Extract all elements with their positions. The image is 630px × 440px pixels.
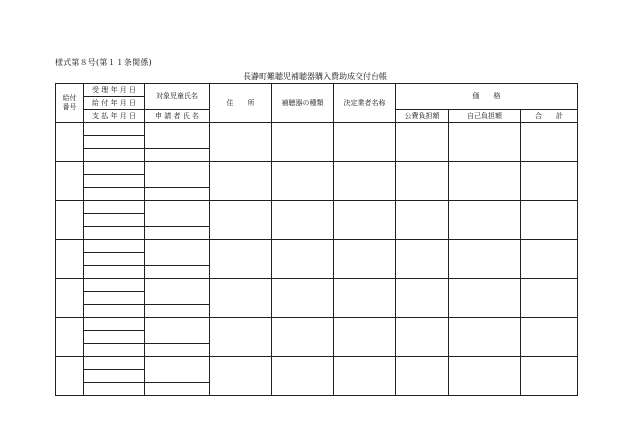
cell-address [210, 240, 272, 279]
record-row [56, 357, 578, 370]
header-received-date: 受 理 年 月 日 [84, 84, 145, 97]
cell-grant-date [84, 370, 145, 383]
ledger-table [55, 83, 578, 396]
cell-grant-date [84, 253, 145, 266]
cell-received-date [84, 240, 145, 253]
cell-public-share [396, 279, 449, 318]
cell-grant-number [56, 357, 84, 396]
cell-applicant-name [145, 266, 210, 279]
cell-public-share [396, 357, 449, 396]
cell-child-name [145, 201, 210, 227]
ledger-body [56, 123, 578, 396]
header-total: 合 計 [521, 110, 578, 123]
header-payment-date: 支 払 年 月 日 [84, 110, 145, 123]
cell-vendor-name [334, 279, 396, 318]
cell-payment-date [84, 266, 145, 279]
cell-total [521, 318, 578, 357]
cell-received-date [84, 162, 145, 175]
cell-total [521, 123, 578, 162]
cell-payment-date [84, 383, 145, 396]
cell-vendor-name [334, 240, 396, 279]
form-label: 様式第８号(第１１条関係) [55, 58, 152, 67]
cell-address [210, 162, 272, 201]
cell-public-share [396, 201, 449, 240]
cell-self-share [449, 123, 521, 162]
header-row-1 [56, 84, 578, 97]
record-row [56, 240, 578, 253]
cell-total [521, 279, 578, 318]
cell-device-type [272, 318, 334, 357]
cell-self-share [449, 240, 521, 279]
cell-vendor-name [334, 357, 396, 396]
document-title: 長瀞町難聴児補聴器購入費助成交付台帳 [243, 72, 387, 81]
cell-grant-number [56, 240, 84, 279]
cell-self-share [449, 318, 521, 357]
cell-address [210, 357, 272, 396]
cell-child-name [145, 162, 210, 188]
cell-received-date [84, 123, 145, 136]
record-row [56, 162, 578, 175]
cell-device-type [272, 240, 334, 279]
cell-device-type [272, 357, 334, 396]
cell-applicant-name [145, 344, 210, 357]
record-row [56, 201, 578, 214]
cell-grant-date [84, 214, 145, 227]
cell-grant-date [84, 292, 145, 305]
cell-total [521, 240, 578, 279]
cell-vendor-name [334, 201, 396, 240]
cell-self-share [449, 162, 521, 201]
cell-applicant-name [145, 188, 210, 201]
cell-grant-date [84, 136, 145, 149]
cell-grant-number [56, 279, 84, 318]
header-child-name: 対象児童氏名 [145, 84, 210, 110]
cell-grant-number [56, 201, 84, 240]
cell-payment-date [84, 227, 145, 240]
cell-applicant-name [145, 305, 210, 318]
cell-device-type [272, 279, 334, 318]
cell-payment-date [84, 149, 145, 162]
cell-address [210, 123, 272, 162]
header-self-share: 自己負担額 [449, 110, 521, 123]
cell-self-share [449, 279, 521, 318]
cell-public-share [396, 162, 449, 201]
cell-applicant-name [145, 149, 210, 162]
header-public-share: 公費負担額 [396, 110, 449, 123]
header-price: 価 格 [396, 84, 578, 110]
cell-child-name [145, 123, 210, 149]
cell-child-name [145, 357, 210, 383]
cell-applicant-name [145, 383, 210, 396]
cell-address [210, 279, 272, 318]
cell-received-date [84, 318, 145, 331]
record-row [56, 318, 578, 331]
record-row [56, 123, 578, 136]
cell-public-share [396, 318, 449, 357]
cell-grant-date [84, 331, 145, 344]
cell-vendor-name [334, 123, 396, 162]
cell-child-name [145, 318, 210, 344]
cell-public-share [396, 240, 449, 279]
cell-received-date [84, 357, 145, 370]
cell-vendor-name [334, 318, 396, 357]
cell-device-type [272, 162, 334, 201]
cell-vendor-name [334, 162, 396, 201]
cell-public-share [396, 123, 449, 162]
cell-device-type [272, 123, 334, 162]
header-grant-number: 給付 番号 [56, 84, 84, 123]
record-row [56, 279, 578, 292]
cell-total [521, 162, 578, 201]
cell-grant-number [56, 162, 84, 201]
cell-address [210, 318, 272, 357]
cell-grant-number [56, 123, 84, 162]
cell-total [521, 357, 578, 396]
cell-received-date [84, 201, 145, 214]
cell-payment-date [84, 188, 145, 201]
cell-grant-number [56, 318, 84, 357]
cell-child-name [145, 279, 210, 305]
cell-payment-date [84, 305, 145, 318]
header-address: 住 所 [210, 84, 272, 123]
header-device-type: 補聴器の種類 [272, 84, 334, 123]
header-vendor-name: 決定業者名称 [334, 84, 396, 123]
cell-child-name [145, 240, 210, 266]
cell-applicant-name [145, 227, 210, 240]
cell-grant-date [84, 175, 145, 188]
cell-received-date [84, 279, 145, 292]
header-applicant-name: 申 請 者 氏 名 [145, 110, 210, 123]
cell-address [210, 201, 272, 240]
cell-payment-date [84, 344, 145, 357]
cell-self-share [449, 201, 521, 240]
cell-self-share [449, 357, 521, 396]
cell-device-type [272, 201, 334, 240]
cell-total [521, 201, 578, 240]
header-grant-date: 給 付 年 月 日 [84, 97, 145, 110]
